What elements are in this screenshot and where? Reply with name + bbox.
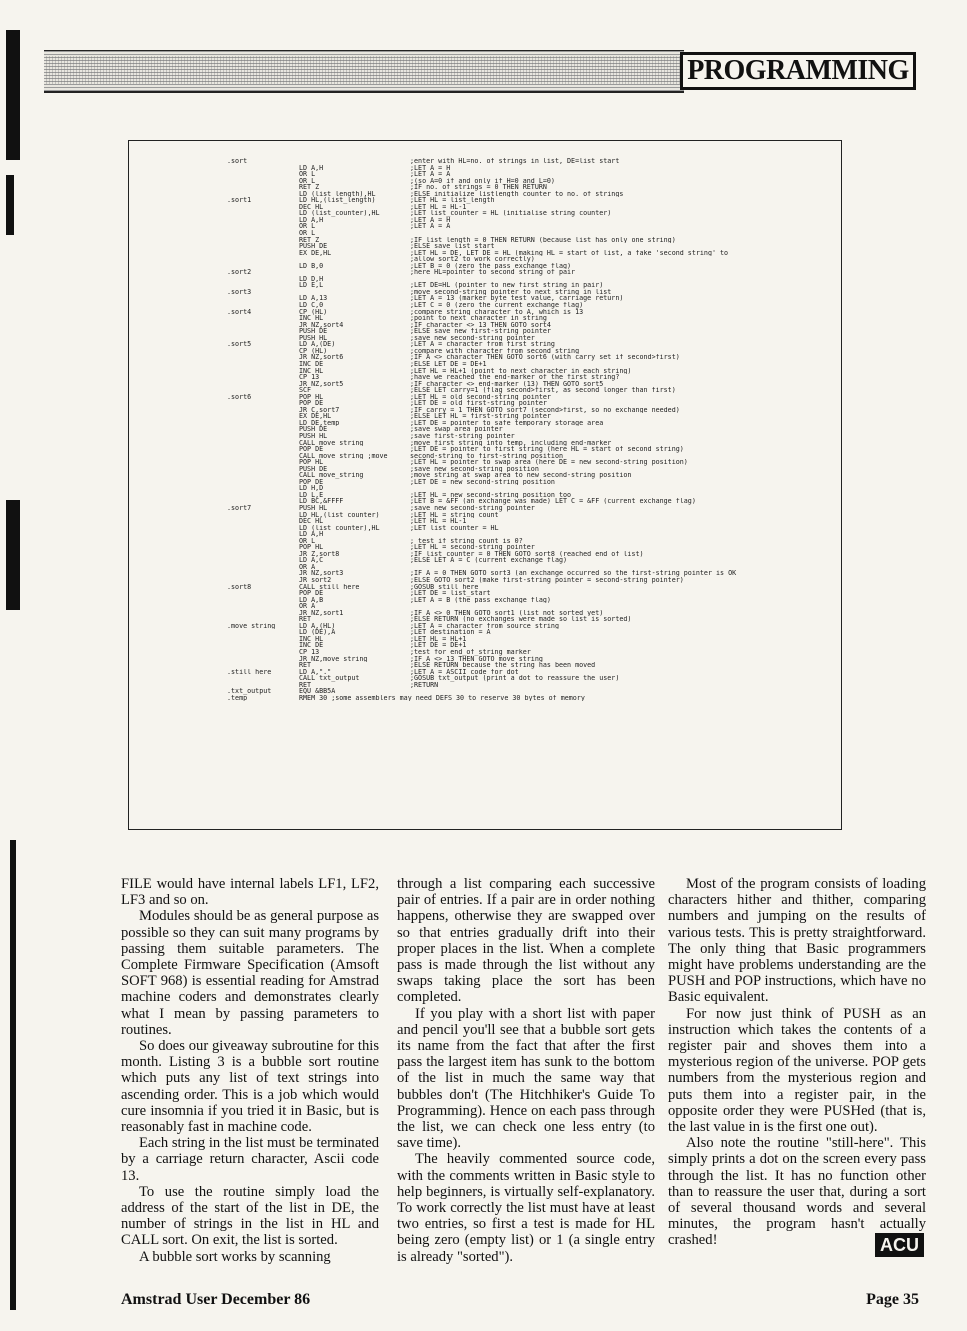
paragraph: So does our giveaway subroutine for this month. Listing 3 is a bubble sort routine which puts any list of text strings into ascending order. This is a job which would cure insomnia if you tried it in Basic, but is reasonably fast in machine code. [121, 1038, 379, 1136]
code-comment: ;ELSE RETURN because the string has been moved [410, 662, 596, 669]
code-comment: ;LET destination = A [410, 629, 491, 636]
code-instruction: LD A,H [299, 216, 324, 224]
code-comment: ;LET HL = old second-string pointer [410, 393, 551, 401]
code-instruction: CP 13 [299, 374, 320, 381]
code-instruction: JR sort2 [299, 577, 332, 584]
code-instruction: CALL move_string ;move [299, 452, 388, 460]
code-comment: ;LET DE = list_start [410, 590, 491, 597]
code-line [227, 695, 837, 702]
code-comment: ;compare string character to A, which is 13 [410, 308, 584, 316]
code-instruction: CP 13 [299, 649, 320, 656]
code-label: .sort2 [227, 269, 252, 276]
code-instruction: PUSH HL [299, 504, 328, 512]
paragraph: To use the routine simply load the address of the start of the list in DE, the number of strings in the list in HL and CALL sort. On exit, the list is sorted. [121, 1183, 379, 1249]
code-instruction: POP HL [299, 544, 324, 551]
code-instruction: JR NZ,sort3 [299, 570, 344, 577]
paragraph: For now just think of PUSH as an instruction which takes the contents of a register pair and shoves them into a mysterious region of the universe. POP gets numbers from the mysterious region and puts them into a register pair, in the opposite order they were PUSHed (that is, the last value in is the first one out). [668, 1005, 926, 1136]
code-instruction: RET [299, 681, 312, 689]
code-comment: ;compare with character from second string [410, 347, 580, 355]
code-instruction: JR NZ,sort5 [299, 380, 344, 388]
code-comment: ;LET HL = HL+1 (point to next character in each string) [410, 367, 632, 375]
section-title: PROGRAMMING [680, 52, 916, 90]
code-instruction: LD A,"." [299, 668, 332, 676]
code-comment: ;LET A = ASCII code for dot [410, 668, 519, 676]
code-comment: ;here HL=pointer to second string of pair [410, 269, 576, 276]
code-comment: ;GOSUB still_here [410, 583, 479, 591]
code-instruction: PUSH HL [299, 334, 328, 342]
code-comment: ;LET DE = old first-string pointer [410, 400, 547, 407]
code-instruction: POP DE [299, 400, 324, 407]
code-instruction: POP HL [299, 459, 324, 466]
article-column-2 [397, 876, 655, 1265]
code-label: .sort1 [227, 197, 252, 204]
paragraph: A bubble sort works by scanning [139, 1248, 331, 1265]
code-comment: ;IF list_length = 0 THEN RETURN (because list has only one string) [410, 236, 676, 244]
code-instruction: LD (list_length),HL [299, 190, 376, 198]
code-instruction: JR NZ,move_string [299, 655, 368, 663]
code-instruction: EQU &BB5A [299, 688, 336, 695]
code-listing [227, 158, 837, 701]
code-comment: ;point to next character in string [410, 315, 547, 322]
code-instruction: JR C,sort7 [299, 406, 340, 414]
code-instruction: RET [299, 616, 312, 623]
code-comment: ;IF character <> end-marker (13) THEN GOTO sort5 [410, 380, 604, 388]
code-instruction: POP DE [299, 478, 324, 486]
code-instruction: JR NZ,sort1 [299, 609, 344, 617]
code-instruction: PUSH DE [299, 328, 328, 335]
code-instruction: CP (HL) [299, 347, 328, 355]
code-instruction: LD A,C [299, 557, 324, 564]
code-comment: ;move first string into temp, including end-marker [410, 439, 612, 447]
code-instruction: INC HL [299, 315, 324, 322]
code-comment: ;save new second-string pointer [410, 504, 535, 512]
code-instruction: SCF [299, 387, 312, 394]
code-instruction: LD A,H [299, 164, 324, 172]
code-comment: ;LET HL = HL-1 [410, 203, 467, 211]
code-comment: ;LET HL = new second-string position too [410, 491, 572, 499]
code-instruction: CALL move_string [299, 439, 364, 447]
footer-magazine: Amstrad User December 86 [121, 1291, 311, 1308]
code-instruction: INC DE [299, 360, 324, 368]
code-comment: ;LET HL = second-string pointer [410, 544, 535, 551]
code-instruction: LD A,H [299, 531, 324, 538]
code-comment: ;LET DE = pointer to safe temporary storage area [410, 419, 604, 427]
code-comment: ;LET DE = pointer to first string (here HL = start of second string) [410, 446, 684, 453]
code-comment: ;GOSUB txt_output (print a dot to reassure the user) [410, 675, 620, 682]
code-comment: ;save first-string pointer [410, 432, 515, 440]
code-comment: ;move string at swap area to new second-string position [410, 472, 632, 479]
header-texture [44, 56, 684, 84]
code-comment: ;LET HL = pointer to swap area (here DE = new second-string position) [410, 459, 688, 466]
paragraph: If you play with a short list with paper and pencil you'll see that a bubble sort gets its name from the fact that after the first pass the largest item has sunk to the bottom of the list in much the same way that bubbles don't (The Hitchhiker's Guide To Programming). Hence on each pass through the list, we can check one less entry (to save time). [397, 1005, 655, 1152]
code-comment: ;IF carry = 1 THEN GOTO sort7 (second>first, so no exchange needed) [410, 406, 680, 414]
code-instruction: LD B,0 [299, 262, 324, 270]
code-comment: ;ELSE initialize listlength counter to no. of strings [410, 190, 624, 198]
code-instruction: EX DE,HL [299, 413, 332, 420]
code-comment: ;LET A = character from source string [410, 622, 559, 630]
code-comment: ;LET C = 0 (zero the current exchange flag) [410, 302, 584, 309]
code-comment: ;LET DE = new second-string position [410, 478, 555, 486]
code-instruction: JR Z,sort8 [299, 550, 340, 558]
paragraph: Also note the routine "still-here". This simply prints a dot on the screen every pass through the list. It has no function other than to reassure the user that, during a sort of several thousand words and several minutes, the program hasn't actually crashed! [668, 1135, 926, 1249]
code-instruction: OR L [299, 171, 316, 178]
code-instruction: LD (list_counter),HL [299, 210, 380, 217]
code-comment: ;LET HL = HL+1 [410, 635, 467, 643]
code-comment: ;LET DE=HL (pointer to new first string in pair) [410, 282, 604, 289]
code-comment: ;LET A = H [410, 216, 451, 224]
code-instruction: LD DE,temp [299, 419, 340, 427]
code-label: .sort [227, 158, 248, 165]
code-comment: ;save swap area pointer [410, 426, 503, 433]
code-instruction: DEC HL [299, 203, 324, 211]
code-comment: ;LET HL = DE, LET DE = HL (making HL = start of list, a fake 'second string' to [410, 249, 729, 257]
code-comment: ;LET A = H [410, 164, 451, 172]
code-comment: ;LET A = 13 (marker byte test value, carriage return) [410, 295, 624, 303]
code-comment: ;allow sort2 to work correctly) [410, 256, 535, 263]
code-instruction: RET Z [299, 184, 320, 191]
code-instruction: INC DE [299, 642, 324, 650]
code-instruction: LD BC,&FFFF [299, 498, 344, 505]
code-comment: ; test if string count is 0? [410, 537, 523, 545]
code-comment: ;ELSE LET A = C (current exchange flag) [410, 557, 568, 564]
code-comment: ;enter with HL=no. of strings in list, DE=list start [410, 158, 620, 165]
code-label: .sort6 [227, 393, 252, 401]
code-instruction: CALL txt_output [299, 675, 360, 682]
code-instruction: LD D,H [299, 275, 324, 283]
code-comment: ;ELSE GOTO sort2 (make first-string pointer = second-string pointer) [410, 577, 684, 584]
code-comment: ;(so A=0 if and only if H=0 and L=0) [410, 177, 555, 185]
code-comment: ;LET HL = list_length [410, 197, 495, 204]
code-comment: ;LET A = A [410, 223, 451, 231]
page-edge-strip [0, 0, 30, 1331]
code-comment: ;IF A = 0 THEN GOTO sort3 (an exchange occurred so the first-string pointer is OK [410, 570, 737, 577]
code-comment: ;IF A <> 0 THEN GOTO sort1 (list not sorted yet) [410, 609, 604, 617]
code-comment: ;LET A = character from first string [410, 341, 555, 348]
code-instruction: DEC HL [299, 518, 324, 525]
code-label: .sort4 [227, 308, 252, 316]
code-instruction: OR L [299, 177, 316, 185]
code-comment: ;ELSE save new first-string pointer [410, 328, 551, 335]
code-instruction: PUSH DE [299, 465, 328, 473]
code-label: .sort3 [227, 288, 252, 296]
code-instruction: JR NZ,sort4 [299, 321, 344, 329]
paragraph: FILE would have internal labels LF1, LF2, LF3 and so on. [121, 876, 379, 909]
code-instruction: LD C,0 [299, 302, 324, 309]
code-instruction: INC HL [299, 367, 324, 375]
code-instruction: OR L [299, 230, 316, 237]
code-instruction: LD HL,(list_counter) [299, 511, 380, 519]
code-comment: ;ELSE RETURN (no exchanges were made so list is sorted) [410, 616, 632, 623]
code-comment: ;test for end_of_string marker [410, 649, 531, 656]
code-label: .sort7 [227, 504, 252, 512]
code-instruction: LD A,13 [299, 295, 328, 303]
code-label: .temp [227, 694, 248, 702]
code-instruction: PUSH HL [299, 432, 328, 440]
code-instruction: POP HL [299, 393, 324, 401]
code-instruction: INC HL [299, 635, 324, 643]
code-instruction: RMEM 30 ;some assemblers may need DEFS 30 to reserve 30 bytes of memory [299, 694, 585, 702]
paragraph: Modules should be as general purpose as possible so they can suit many programs by passing them suitable parameters. The Complete Firmware Specification (Amsoft SOFT 968) is essential reading for Amstrad machine coders and demonstrates clearly what I mean by passing parameters to routines. [121, 908, 379, 1038]
code-instruction: OR A [299, 563, 316, 571]
code-label: .still_here [227, 668, 272, 676]
code-instruction: LD (DE),A [299, 629, 336, 636]
code-instruction: LD A,(HL) [299, 622, 336, 630]
code-comment: ;LET list_counter = HL (initialise string counter) [410, 210, 612, 217]
code-instruction: OR L [299, 223, 316, 231]
code-comment: ;ELSE LET HL = first-string pointer [410, 413, 551, 420]
code-instruction: LD A,(DE) [299, 341, 336, 348]
paragraph: Each string in the list must be terminated by a carriage return character, Ascii code 13. [121, 1135, 379, 1184]
code-instruction: LD E,L [299, 282, 324, 289]
code-comment: ;save new second-string pointer [410, 334, 535, 342]
code-instruction: POP DE [299, 446, 324, 453]
code-label: .txt_output [227, 688, 272, 695]
paragraph: through a list comparing each successive pair of entries. If a pair are in order nothing happens, otherwise they are swapped over so that entries gradually drift into their proper places in the list. When a complete pass is made through the list without any swaps taking place the sort has been completed. [397, 876, 655, 1006]
code-instruction: RET [299, 662, 312, 669]
code-label: .sort5 [227, 341, 252, 348]
code-comment: ;have we reached the end-marker of the first string? [410, 374, 620, 381]
code-comment: ;IF list_counter = 0 THEN GOTO sort8 (reached end of list) [410, 550, 644, 558]
code-comment: ;IF A <> character THEN GOTO sort6 (with carry set if second>first) [410, 354, 680, 361]
code-listing-box [128, 140, 842, 830]
code-comment: ;IF character <> 13 THEN GOTO sort4 [410, 321, 551, 329]
end-mark-logo: ACU [875, 1233, 924, 1257]
code-comment: ;LET HL = string count [410, 511, 499, 519]
code-instruction: RET Z [299, 236, 320, 244]
code-comment: ;LET list_counter = HL [410, 524, 499, 532]
code-comment: ;LET A = A [410, 171, 451, 178]
code-comment: ;LET DE = DE+1 [410, 642, 467, 650]
code-comment: ;ELSE save list start [410, 243, 495, 250]
code-instruction: CALL still_here [299, 583, 360, 591]
code-instruction: PUSH DE [299, 243, 328, 250]
paragraph: The heavily commented source code, with the comments written in Basic style to help beginners, is virtually self-explanatory. To work correctly the list must have at least two entries, so first a test is made for HL being zero (empty list) or 1 (a single entry is already "sorted"). [397, 1151, 655, 1265]
code-comment: ;IF A <> 13 THEN GOTO move_string [410, 655, 543, 663]
code-instruction: LD L,E [299, 491, 324, 499]
article-column-3 [668, 876, 926, 1255]
paragraph: Most of the program consists of loading characters hither and thither, comparing numbers and jumping on the results of various tests. This is pretty straightforward. The only thing that Basic programmers might have problems understanding are the PUSH and POP instructions, which have no Basic equivalent. [668, 876, 926, 1006]
code-comment: ;LET A = B (the pass exchange flag) [410, 596, 551, 604]
code-comment: ;LET B = 0 (zero the pass exchange flag) [410, 262, 572, 270]
code-label: .sort8 [227, 583, 252, 591]
code-comment: ;save new second-string position [410, 465, 539, 473]
code-comment: second-string to first-string position [410, 452, 563, 460]
code-comment: ;RETURN [410, 681, 439, 689]
code-instruction: OR L [299, 537, 316, 545]
code-instruction: LD A,B [299, 596, 324, 604]
code-instruction: JR NZ,sort6 [299, 354, 344, 361]
code-instruction: POP DE [299, 590, 324, 597]
code-instruction: LD H,D [299, 485, 324, 492]
code-instruction: LD (list_counter),HL [299, 524, 380, 532]
footer-page-number: Page 35 [866, 1291, 919, 1308]
code-instruction: PUSH DE [299, 426, 328, 433]
code-label: .move_string [227, 622, 276, 630]
code-instruction: LD HL,(list_length) [299, 197, 376, 204]
code-comment: ;LET HL = HL-1 [410, 518, 467, 525]
code-comment: ;ELSE LET carry=1 (flag second>first, as second longer than first) [410, 387, 676, 394]
code-comment: ;IF no. of strings = 0 THEN RETURN [410, 184, 547, 191]
code-comment: ;LET B = &FF (an exchange was made) LET C = &FF (current exchange flag) [410, 498, 696, 505]
code-instruction: EX DE,HL [299, 249, 332, 257]
article-column-1 [121, 876, 379, 1265]
code-instruction: OR A [299, 603, 316, 610]
code-instruction: CP (HL) [299, 308, 328, 316]
code-instruction: CALL move_string [299, 472, 364, 479]
code-comment: ;ELSE LET DE = DE+1 [410, 360, 487, 368]
code-comment: ;move second-string pointer to next string in list [410, 288, 612, 296]
